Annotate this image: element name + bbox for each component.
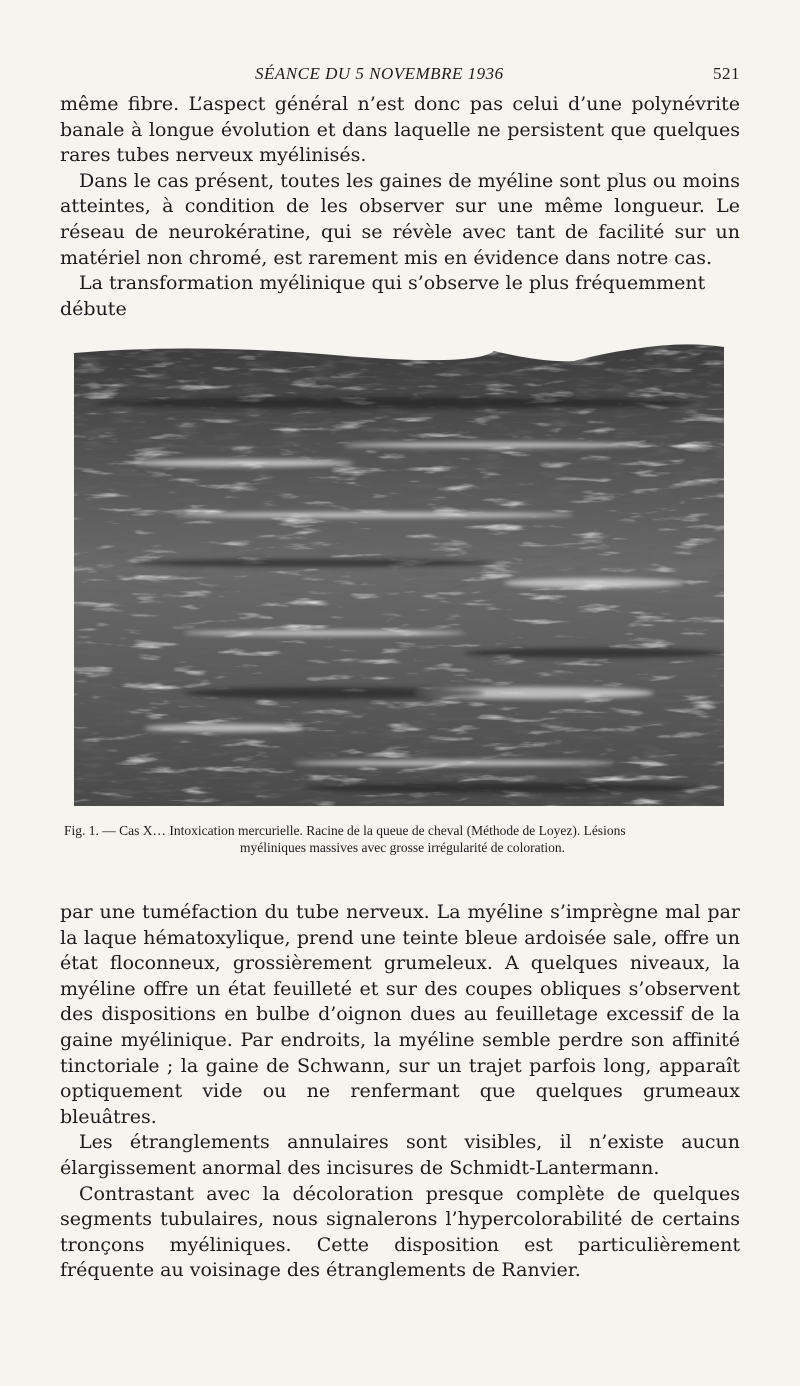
paragraph: par une tuméfaction du tube nerveux. La myéline s’imprègne mal par la laque hématoxylique, prend une teinte bleue ardoisée sale, offre un état floconneux, grossièrement grumeleux. A quelques niveaux, la myéline offre un état feuilleté et sur des coupes obliques s’observent des dispositions en bulbe d’oignon dues au feuilletage excessif de la gaine myélinique. Par endroits, la myéline semble perdre son affinité tinctoriale ; la gaine de Schwann, sur un trajet parfois long, apparaît optiquement vide ou ne renfermant que quelques grumeaux bleuâtres. (60, 901, 740, 1128)
body-text-bottom (60, 900, 740, 1284)
paragraph: La transformation myélinique qui s’observe le plus fréquemment débute (60, 272, 706, 320)
body-text-top (60, 92, 740, 322)
page-number: 521 (713, 64, 740, 83)
micrograph-image (74, 333, 724, 806)
paragraph: Dans le cas présent, toutes les gaines de myéline sont plus ou moins atteintes, à condition de les observer sur une même longueur. Le réseau de neurokératine, qui se révèle avec tant de facilité sur un matériel non chromé, est rarement mis en évidence dans notre cas. (60, 169, 740, 269)
paragraph: Contrastant avec la décoloration presque complète de quelques segments tubulaires, nous signalerons l’hypercolorabilité de certains tronçons myéliniques. Cette disposition est particulièrement fréquente au voisinage des étranglements de Ranvier. (60, 1182, 740, 1282)
caption-line: myéliniques massives avec grosse irrégularité de coloration. (239, 840, 566, 855)
running-head: SÉANCE DU 5 NOVEMBRE 1936 (255, 64, 504, 83)
paragraph: Les étranglements annulaires sont visibles, il n’existe aucun élargissement anormal des incisures de Schmidt-Lantermann. (60, 1131, 740, 1179)
paragraph: même fibre. L’aspect général n’est donc pas celui d’une polynévrite banale à longue évolution et dans laquelle ne persistent que quelques rares tubes nerveux myélinisés. (60, 93, 740, 167)
caption-line: Fig. 1. — Cas X… Intoxication mercurielle. Racine de la queue de cheval (Méthode de Loyez). Lésions (64, 823, 626, 838)
page-header (0, 58, 800, 88)
micrograph-figure (74, 333, 724, 806)
figure-caption (60, 822, 755, 856)
